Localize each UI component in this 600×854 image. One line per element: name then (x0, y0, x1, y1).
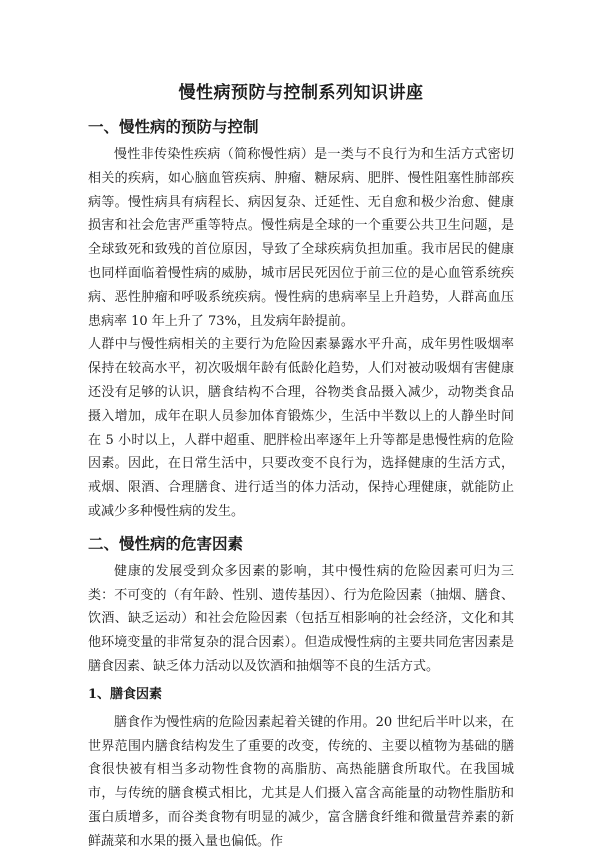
paragraph-chronic-disease-definition: 慢性非传染性疾病（简称慢性病）是一类与不良行为和生活方式密切相关的疾病，如心脑血管疾病、肿瘤、糖尿病、肥胖、慢性阻塞性肺部疾病等。慢性病具有病程长、病因复杂、迁延性、无自愈和极少治愈、健康损害和社会危害严重等特点。慢性病是全球的一个重要公共卫生问题，是全球致死和致残的首位原因，导致了全球疾病负担加重。我市居民的健康也同样面临着慢性病的威胁，城市居民死因位于前三位的是心血管系统疾病、恶性肿瘤和呼吸系统疾病。慢性病的患病率呈上升趋势，人群高血压患病率 10 年上升了 73%，且发病年龄提前。 (88, 147, 514, 329)
page-title: 慢性病预防与控制系列知识讲座 (178, 83, 424, 103)
paragraph-dietary-factors: 膳食作为慢性病的危险因素起着关键的作用。20 世纪后半叶以来，在世界范围内膳食结构发生了重要的改变，传统的、主要以植物为基础的膳食很快被有相当多动物性食物的高脂肪、高热能膳食所取代。在我国城市，与传统的膳食模式相比，尤其是人们摄入富含高能量的动物性脂肪和蛋白质增多，而谷类食物有明显的减少，富含膳食纤维和微量营养素的新鲜蔬菜和水果的摄入量也偏低。作 (88, 714, 514, 849)
paragraph-behavioral-risk-factors: 人群中与慢性病相关的主要行为危险因素暴露水平升高，成年男性吸烟率保持在较高水平，初次吸烟年龄有低龄化趋势，人们对被动吸烟有害健康还没有足够的认识，膳食结构不合理，谷物类食品摄入减少，动物类食品摄入增加，成年在职人员参加体育锻炼少，生活中半数以上的人静坐时间在 5 小时以上，人群中超重、肥胖检出率逐年上升等都是患慢性病的危险因素。因此，在日常生活中，只要改变不良行为，选择健康的生活方式，戒烟、限酒、合理膳食、进行适当的体力活动，保持心理健康，就能防止或减少多种慢性病的发生。 (88, 337, 514, 519)
paragraph-risk-factor-categories: 健康的发展受到众多因素的影响，其中慢性病的危险因素可归为三类：不可变的（有年龄、性别、遗传基因）、行为危险因素（抽烟、膳食、饮酒、缺乏运动）和社会危险因素（包括互相影响的社会经济，文化和其他环境变量的非常复杂的混合因素）。但造成慢性病的主要共同危害因素是膳食因素、缺乏体力活动以及饮酒和抽烟等不良的生活方式。 (88, 563, 514, 674)
section-heading-prevention-control: 一、慢性病的预防与控制 (88, 118, 259, 136)
subheading-dietary-factors: 1、膳食因素 (88, 686, 163, 702)
section-heading-hazard-factors: 二、慢性病的危害因素 (88, 534, 244, 553)
section-hazard-factors (88, 532, 514, 854)
section-prevention-control (88, 115, 514, 524)
